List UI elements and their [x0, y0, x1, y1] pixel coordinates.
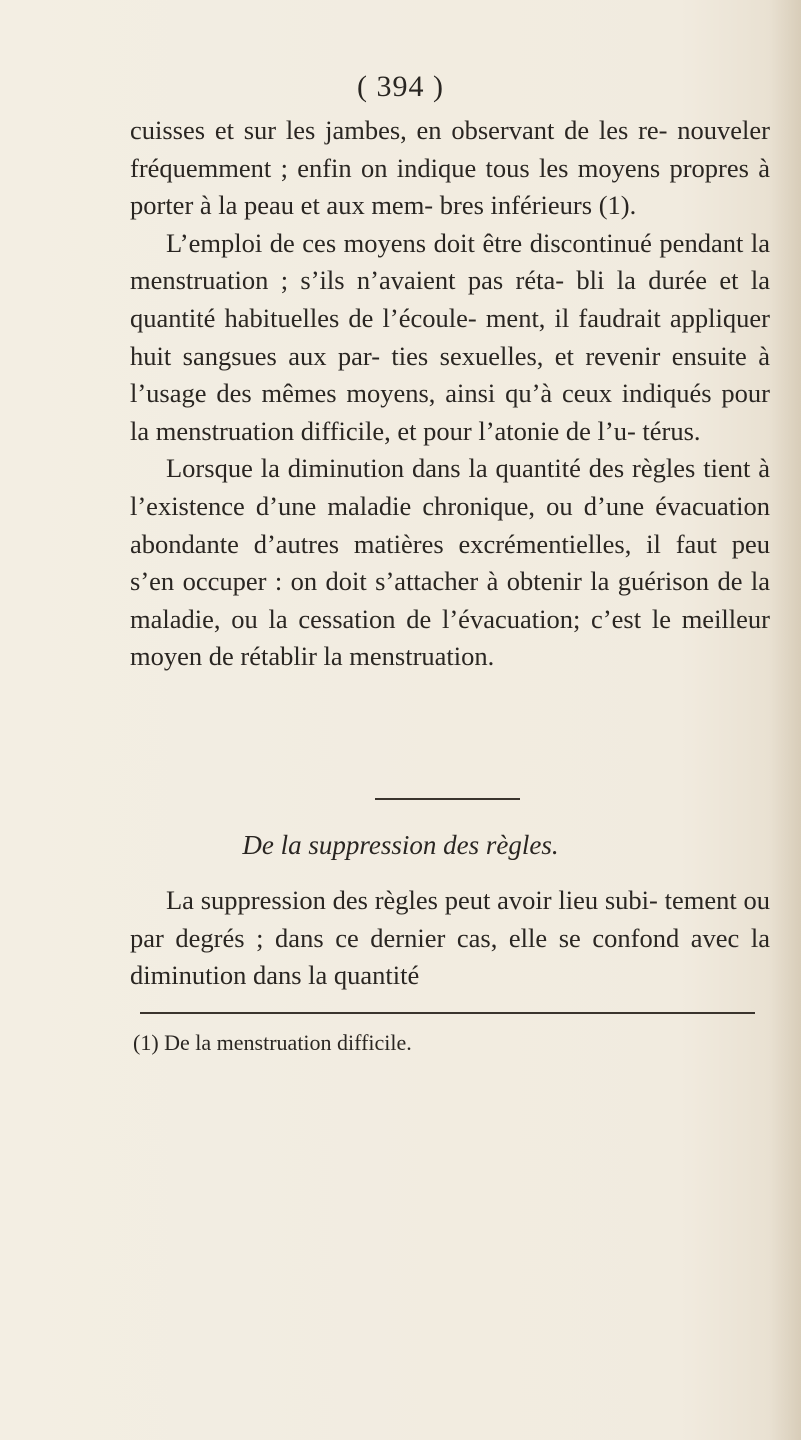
section-divider: [375, 798, 520, 800]
section-text: [130, 882, 770, 995]
main-text: [130, 112, 770, 676]
paragraph-suppression: La suppression des règles peut avoir lieu subi- tement ou par degrés ; dans ce dernier cas, elle se confond avec la diminution dans la quantité: [130, 885, 770, 991]
footnote-divider: [140, 1012, 755, 1014]
section-title: De la suppression des règles.: [242, 830, 559, 860]
paragraph-continuation: cuisses et sur les jambes, en observant de les re- nouveler fréquemment ; enfin on indique tous les moyens propres à porter à la peau et aux mem- bres inférieurs (1).: [130, 115, 770, 221]
paragraph-emploi: L’emploi de ces moyens doit être discontinué pendant la menstruation ; s’ils n’avaient pas réta- bli la durée et la quantité habituelles de l’écoule- ment, il faudrait appliquer huit sangsues aux par- ties sexuelles, et revenir ensuite à l’usage des mêmes moyens, ainsi qu’à ceux indiqués pour la menstruation difficile, et pour l’atonie de l’u- térus.: [130, 227, 770, 446]
page-number: ( 394 ): [357, 70, 444, 103]
paragraph-diminution: Lorsque la diminution dans la quantité des règles tient à l’existence d’une maladie chronique, ou d’une évacuation abondante d’autres matières excrémentielles, il faut peu s’en occuper : on doit s’attacher à obtenir la guérison de la maladie, ou la cessation de l’évacuation; c’est le meilleur moyen de rétablir la menstruation.: [130, 453, 770, 672]
footnote: (1) De la menstruation difficile.: [133, 1030, 412, 1055]
